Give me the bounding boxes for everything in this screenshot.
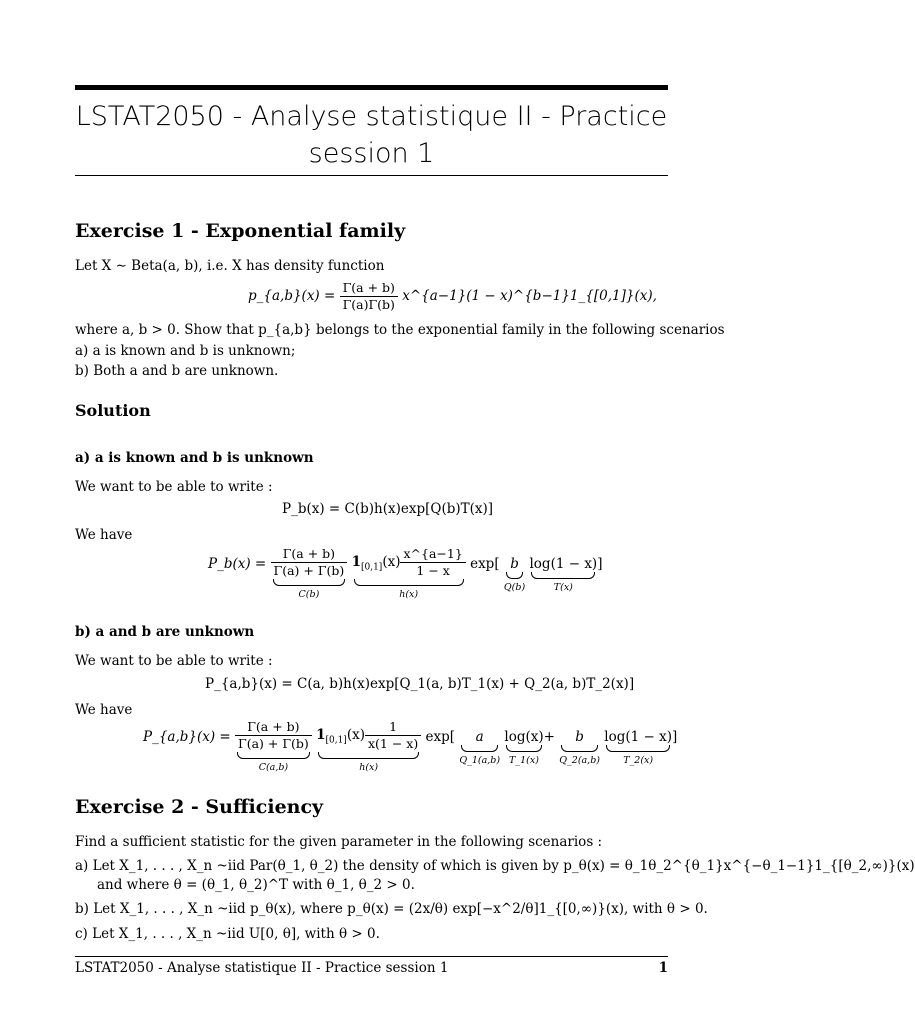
exercise-1-intro: Let X ∼ Beta(a, b), i.e. X has density function: [75, 258, 385, 274]
sol-b-t1-label: T_1(x): [509, 755, 539, 766]
sol-a-h-num: x^{a−1}: [400, 546, 465, 563]
exercise-2-item-a: a) Let X_1, . . . , X_n ~iid Par(θ_1, θ_2) the density of which is given by p_θ(x) = θ_1θ_2^{θ_1}x^{−θ_1−1}1_{[θ_2,∞)}(x): [75, 858, 915, 874]
solution-a-form: P_b(x) = C(b)h(x)exp[Q(b)T(x)]: [282, 501, 494, 517]
sol-a-q: b: [510, 556, 519, 572]
sol-b-h-den: x(1 − x): [367, 736, 419, 751]
sol-a-den: Γ(a) + Γ(b): [273, 563, 345, 578]
exercise-2-item-a-cont: and where θ = (θ_1, θ_2)^T with θ_1, θ_2 > 0.: [97, 877, 415, 893]
sol-b-q2-label: Q_2(a,b): [559, 755, 600, 766]
eq-lhs: p_{a,b}(x) =: [248, 288, 336, 304]
solution-a-want: We want to be able to write :: [75, 479, 273, 495]
sol-a-h-den: 1 − x: [416, 563, 450, 578]
sol-a-c-label: C(b): [298, 589, 320, 600]
sol-a-t-label: T(x): [553, 582, 573, 593]
eq-fraction: [340, 280, 398, 313]
solution-b-want: We want to be able to write :: [75, 653, 273, 669]
sol-a-t: log(1 − x): [529, 556, 598, 572]
sol-a-exp: exp[: [470, 556, 500, 572]
eq-denominator: Γ(a)Γ(b): [342, 297, 395, 312]
sol-b-t2: log(1 − x): [604, 729, 673, 745]
sol-b-q1-label: Q_1(a,b): [459, 755, 501, 766]
title-rule-top: [75, 85, 668, 90]
exercise-2-heading: Exercise 2 - Sufficiency: [75, 796, 324, 818]
sol-b-c-label: C(a,b): [258, 762, 289, 773]
solution-heading: Solution: [75, 401, 151, 420]
title-line-1: LSTAT2050 - Analyse statistique II - Practice: [75, 101, 668, 132]
sol-b-q2-brace: [559, 729, 600, 766]
exercise-2-item-b: b) Let X_1, . . . , X_n ~iid p_θ(x), where p_θ(x) = (2x/θ) exp[−x^2/θ]1_{[0,∞)}(x), with θ > 0.: [75, 901, 708, 917]
sol-b-t1-brace: [504, 729, 543, 766]
exercise-2-intro: Find a sufficient statistic for the given parameter in the following scenarios :: [75, 834, 603, 850]
footer-text: LSTAT2050 - Analyse statistique II - Practice session 1: [75, 960, 449, 976]
sol-a-lhs: P_b(x) =: [208, 556, 267, 572]
sol-a-h-brace: $1_{[0,1]}(x)$ $\frac{x\^{}\{a-1\}}{1 - x}$ h(x): [352, 546, 466, 600]
exercise-2-item-c: c) Let X_1, . . . , X_n ~iid U[0, θ], with θ > 0.: [75, 926, 380, 942]
sol-b-q2: b: [575, 729, 584, 745]
exercise-1-line2: where a, b > 0. Show that p_{a,b} belongs to the exponential family in the following scenarios: [75, 322, 725, 338]
sol-a-t-brace: [529, 556, 597, 593]
beta-density-equation: [248, 280, 657, 313]
sol-b-lhs: P_{a,b}(x) =: [143, 729, 231, 745]
solution-b-have: We have: [75, 702, 133, 718]
sol-a-h-label: h(x): [399, 589, 419, 600]
sol-b-num: Γ(a + b): [235, 719, 312, 736]
sol-b-h-label: h(x): [359, 762, 379, 773]
exercise-1-heading: Exercise 1 - Exponential family: [75, 220, 406, 242]
exercise-1-item-b: b) Both a and b are unknown.: [75, 363, 279, 379]
sol-b-t1: log(x): [504, 729, 544, 745]
title-rule-bottom: [75, 175, 668, 176]
sol-a-q-brace: [504, 556, 525, 593]
title-line-2: session 1: [308, 138, 435, 169]
page-title: [75, 98, 668, 172]
sol-b-den: Γ(a) + Γ(b): [238, 736, 309, 751]
sol-a-q-label: Q(b): [503, 582, 526, 593]
sol-b-h-brace: $1_{[0,1]}(x)$ $\frac{1}{x(1 - x)}$ h(x): [316, 719, 421, 773]
sol-b-t2-brace: [604, 729, 672, 766]
exercise-1-item-a: a) a is known and b is unknown;: [75, 343, 296, 359]
solution-a-have: We have: [75, 527, 133, 543]
sol-b-h-num: 1: [365, 719, 421, 736]
solution-b-heading: b) a and b are unknown: [75, 624, 255, 640]
footer-rule: [75, 956, 668, 957]
solution-a-equation: P_b(x) = $\frac{\Gamma(a + b)}{\Gamma(a) + \Gamma(b)}$ C(b) $1_{[0,1]}(x)$ $\frac{x\^{}\{a-1\}}{1 - x}$ h(x) exp[ b Q(b) log(1 − x) T(x) ]: [208, 546, 603, 600]
eq-rest: x^{a−1}(1 − x)^{b−1}1_{[0,1]}(x),: [402, 288, 657, 304]
page-number: 1: [658, 960, 668, 976]
sol-b-exp: exp[: [425, 729, 456, 745]
solution-b-form: P_{a,b}(x) = C(a, b)h(x)exp[Q_1(a, b)T_1(x) + Q_2(a, b)T_2(x)]: [205, 676, 635, 692]
sol-b-q1: a: [475, 729, 484, 745]
sol-a-num: Γ(a + b): [271, 546, 348, 563]
sol-b-t2-label: T_2(x): [623, 755, 654, 766]
sol-a-c-brace: [271, 546, 348, 600]
sol-b-c-brace: [235, 719, 312, 773]
solution-a-heading: a) a is known and b is unknown: [75, 450, 314, 466]
eq-numerator: Γ(a + b): [340, 280, 398, 297]
solution-b-equation: P_{a,b}(x) = $\frac{\Gamma(a + b)}{\Gamma(a) + \Gamma(b)}$ C(a,b) $1_{[0,1]}(x)$ $\frac{1}{x(1 - x)}$ h(x) exp[ a Q_1(a,b) log(x) T_1(x) + b Q_2(a,b) log(1 − x) T_2(x) ]: [143, 719, 678, 773]
sol-b-q1-brace: [459, 729, 500, 766]
